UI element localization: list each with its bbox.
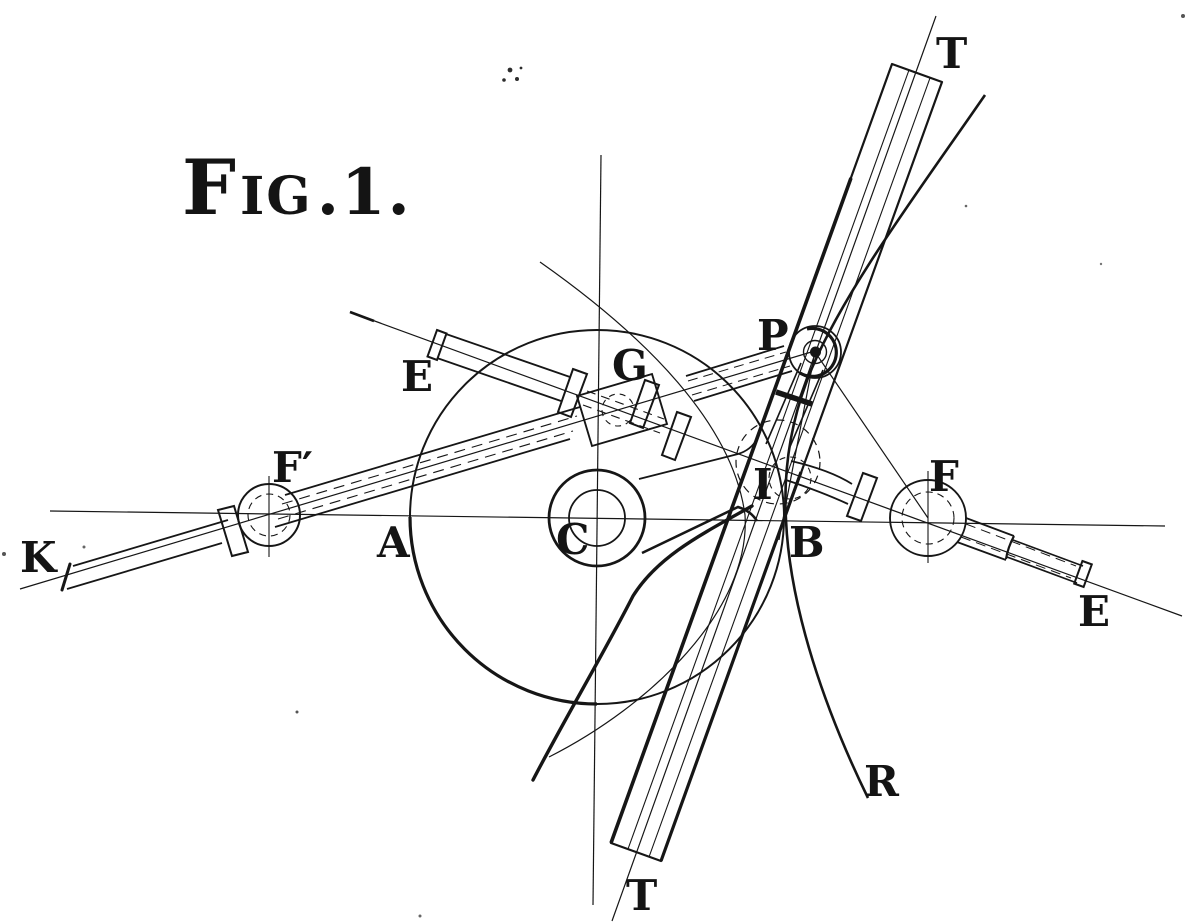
bar-right-edge-heavy [661, 472, 801, 861]
fe-tube-bottom-edge [1007, 557, 1077, 583]
figure-title-prefix: F [182, 143, 238, 232]
label-F: F [929, 452, 959, 501]
crank-arm-top-edge [639, 439, 757, 479]
scan-specks [2, 14, 1185, 918]
label-T-bottom: T [626, 871, 658, 920]
label-I: I [753, 460, 773, 509]
speck [2, 552, 6, 556]
figure-title-suffix: .1. [316, 155, 412, 230]
label-G: G [612, 341, 648, 390]
speck [1181, 14, 1185, 18]
figure-title [182, 143, 412, 232]
speck [83, 546, 86, 549]
label-B: B [789, 518, 825, 567]
speck [419, 915, 422, 918]
label-R: R [864, 757, 899, 806]
label-P: P [757, 311, 789, 360]
speck [502, 78, 506, 82]
fprime-g-tube-bore-dash-1 [282, 416, 577, 504]
curve-T-to-R [785, 95, 985, 798]
figure-title-smallcaps: IG [239, 166, 313, 227]
k-end-cap [62, 564, 70, 590]
speck [965, 205, 968, 208]
label-A: A [377, 518, 410, 567]
label-E-lower: E [1078, 587, 1111, 636]
speck [515, 77, 519, 81]
f-collar [847, 473, 877, 521]
right-rod-F-E [890, 471, 1092, 587]
upper-left-rod-E [428, 330, 571, 401]
k-tube-bottom-edge [67, 543, 222, 589]
label-F-prime: F′ [272, 443, 313, 492]
fprime-g-tube-top-edge [285, 407, 580, 495]
speck [508, 68, 513, 73]
axis-end-tail [350, 312, 374, 321]
speck [520, 67, 523, 70]
traced-curves [785, 95, 985, 798]
e-upper-tube-top-edge [446, 334, 570, 377]
label-T-top: T [936, 29, 968, 78]
speck [1100, 263, 1102, 265]
label-C: C [556, 515, 590, 564]
vertical-axis-line [593, 155, 601, 905]
bar-inner-line-2 [649, 78, 930, 857]
speck [296, 711, 299, 714]
label-K: K [20, 533, 57, 582]
k-tube-top-edge [73, 520, 228, 566]
label-E-upper: E [401, 352, 434, 401]
fe-tube-top-edge [1013, 540, 1083, 566]
